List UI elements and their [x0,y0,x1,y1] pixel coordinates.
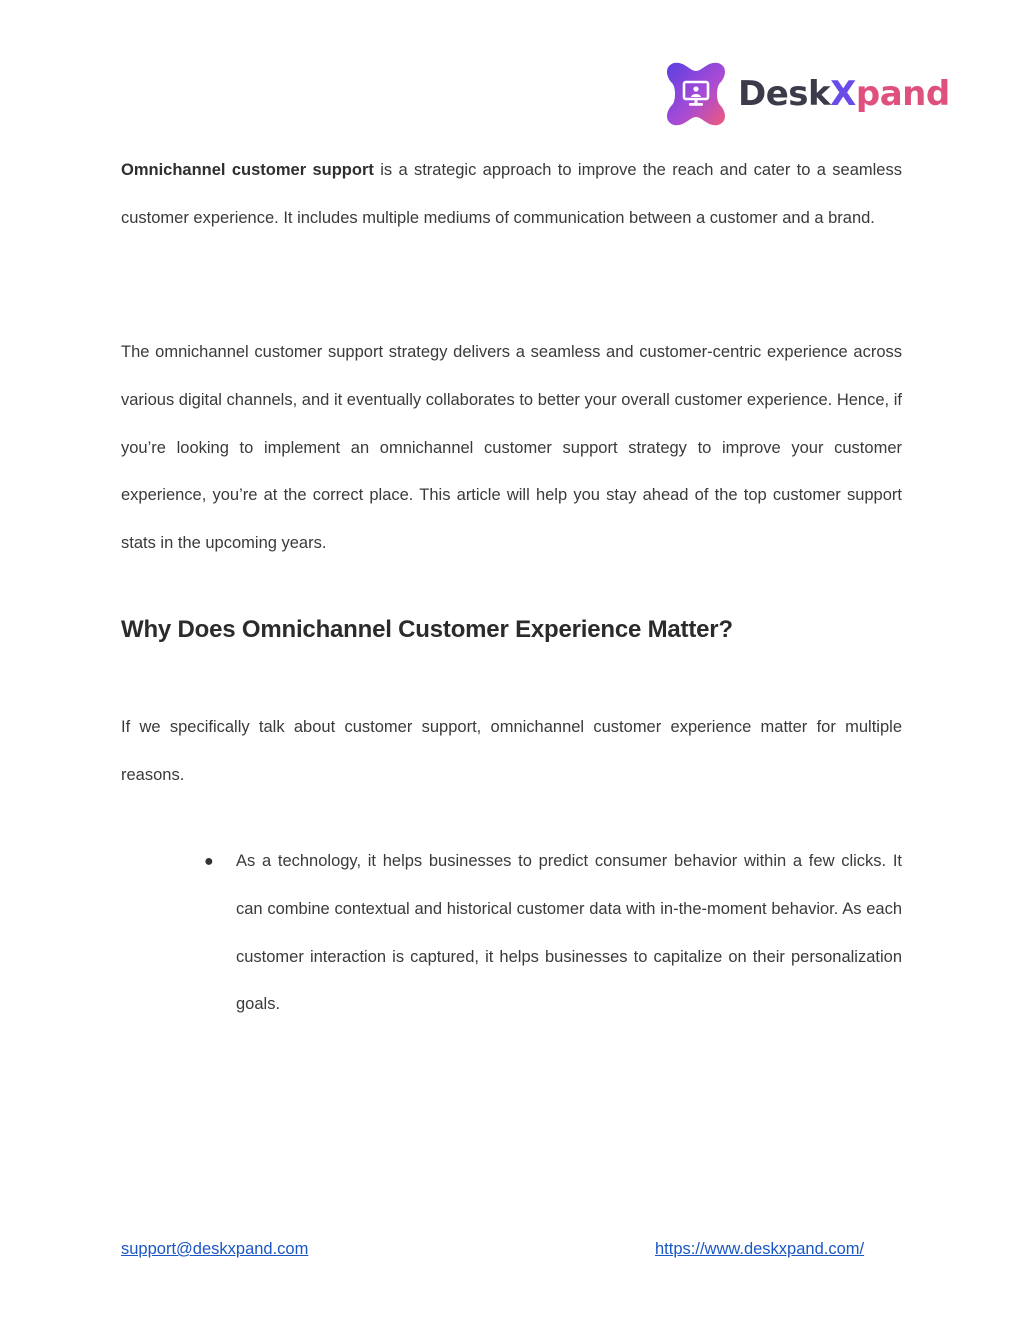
paragraph-reasons: If we specifically talk about customer support, omnichannel customer experience matter for multiple reasons. [121,718,902,784]
intro-bold-term: Omnichannel customer support [121,161,374,179]
footer-website-link[interactable]: https://www.deskxpand.com/ [655,1240,865,1258]
list-item: As a technology, it helps businesses to predict consumer behavior within a few clicks. It can combine contextual and historical customer data with in-the-moment behavior. As each customer interaction is captured, it helps businesses to capitalize on their personalization goals. [236,852,902,1014]
logo-text-pand: pand [855,74,950,114]
logo-text-x: X [830,74,856,114]
footer-email-link[interactable]: support@deskxpand.com [121,1240,309,1258]
logo-text-desk: Desk [738,74,831,114]
logo-wordmark [738,74,950,114]
intro-paragraph [121,147,902,243]
section-heading: Why Does Omnichannel Customer Experience Matter? [121,616,733,643]
brand-logo [664,60,950,128]
intro-text: is a strategic approach to improve the reach and cater to a seamless customer experience. It includes multiple mediums of communication between a customer and a brand. [121,161,902,227]
deskxpand-logo-icon [664,61,728,127]
bullet-marker: ● [204,853,214,870]
paragraph-strategy: The omnichannel customer support strategy delivers a seamless and customer-centric experience across various digital channels, and it eventually collaborates to better your overall customer experience. Hence, if you’re looking to implement an omnichannel customer support strategy to improve your customer experience, you’re at the correct place. This article will help you stay ahead of the top customer support stats in the upcoming years. [121,343,902,553]
bullet-list [204,838,902,1029]
